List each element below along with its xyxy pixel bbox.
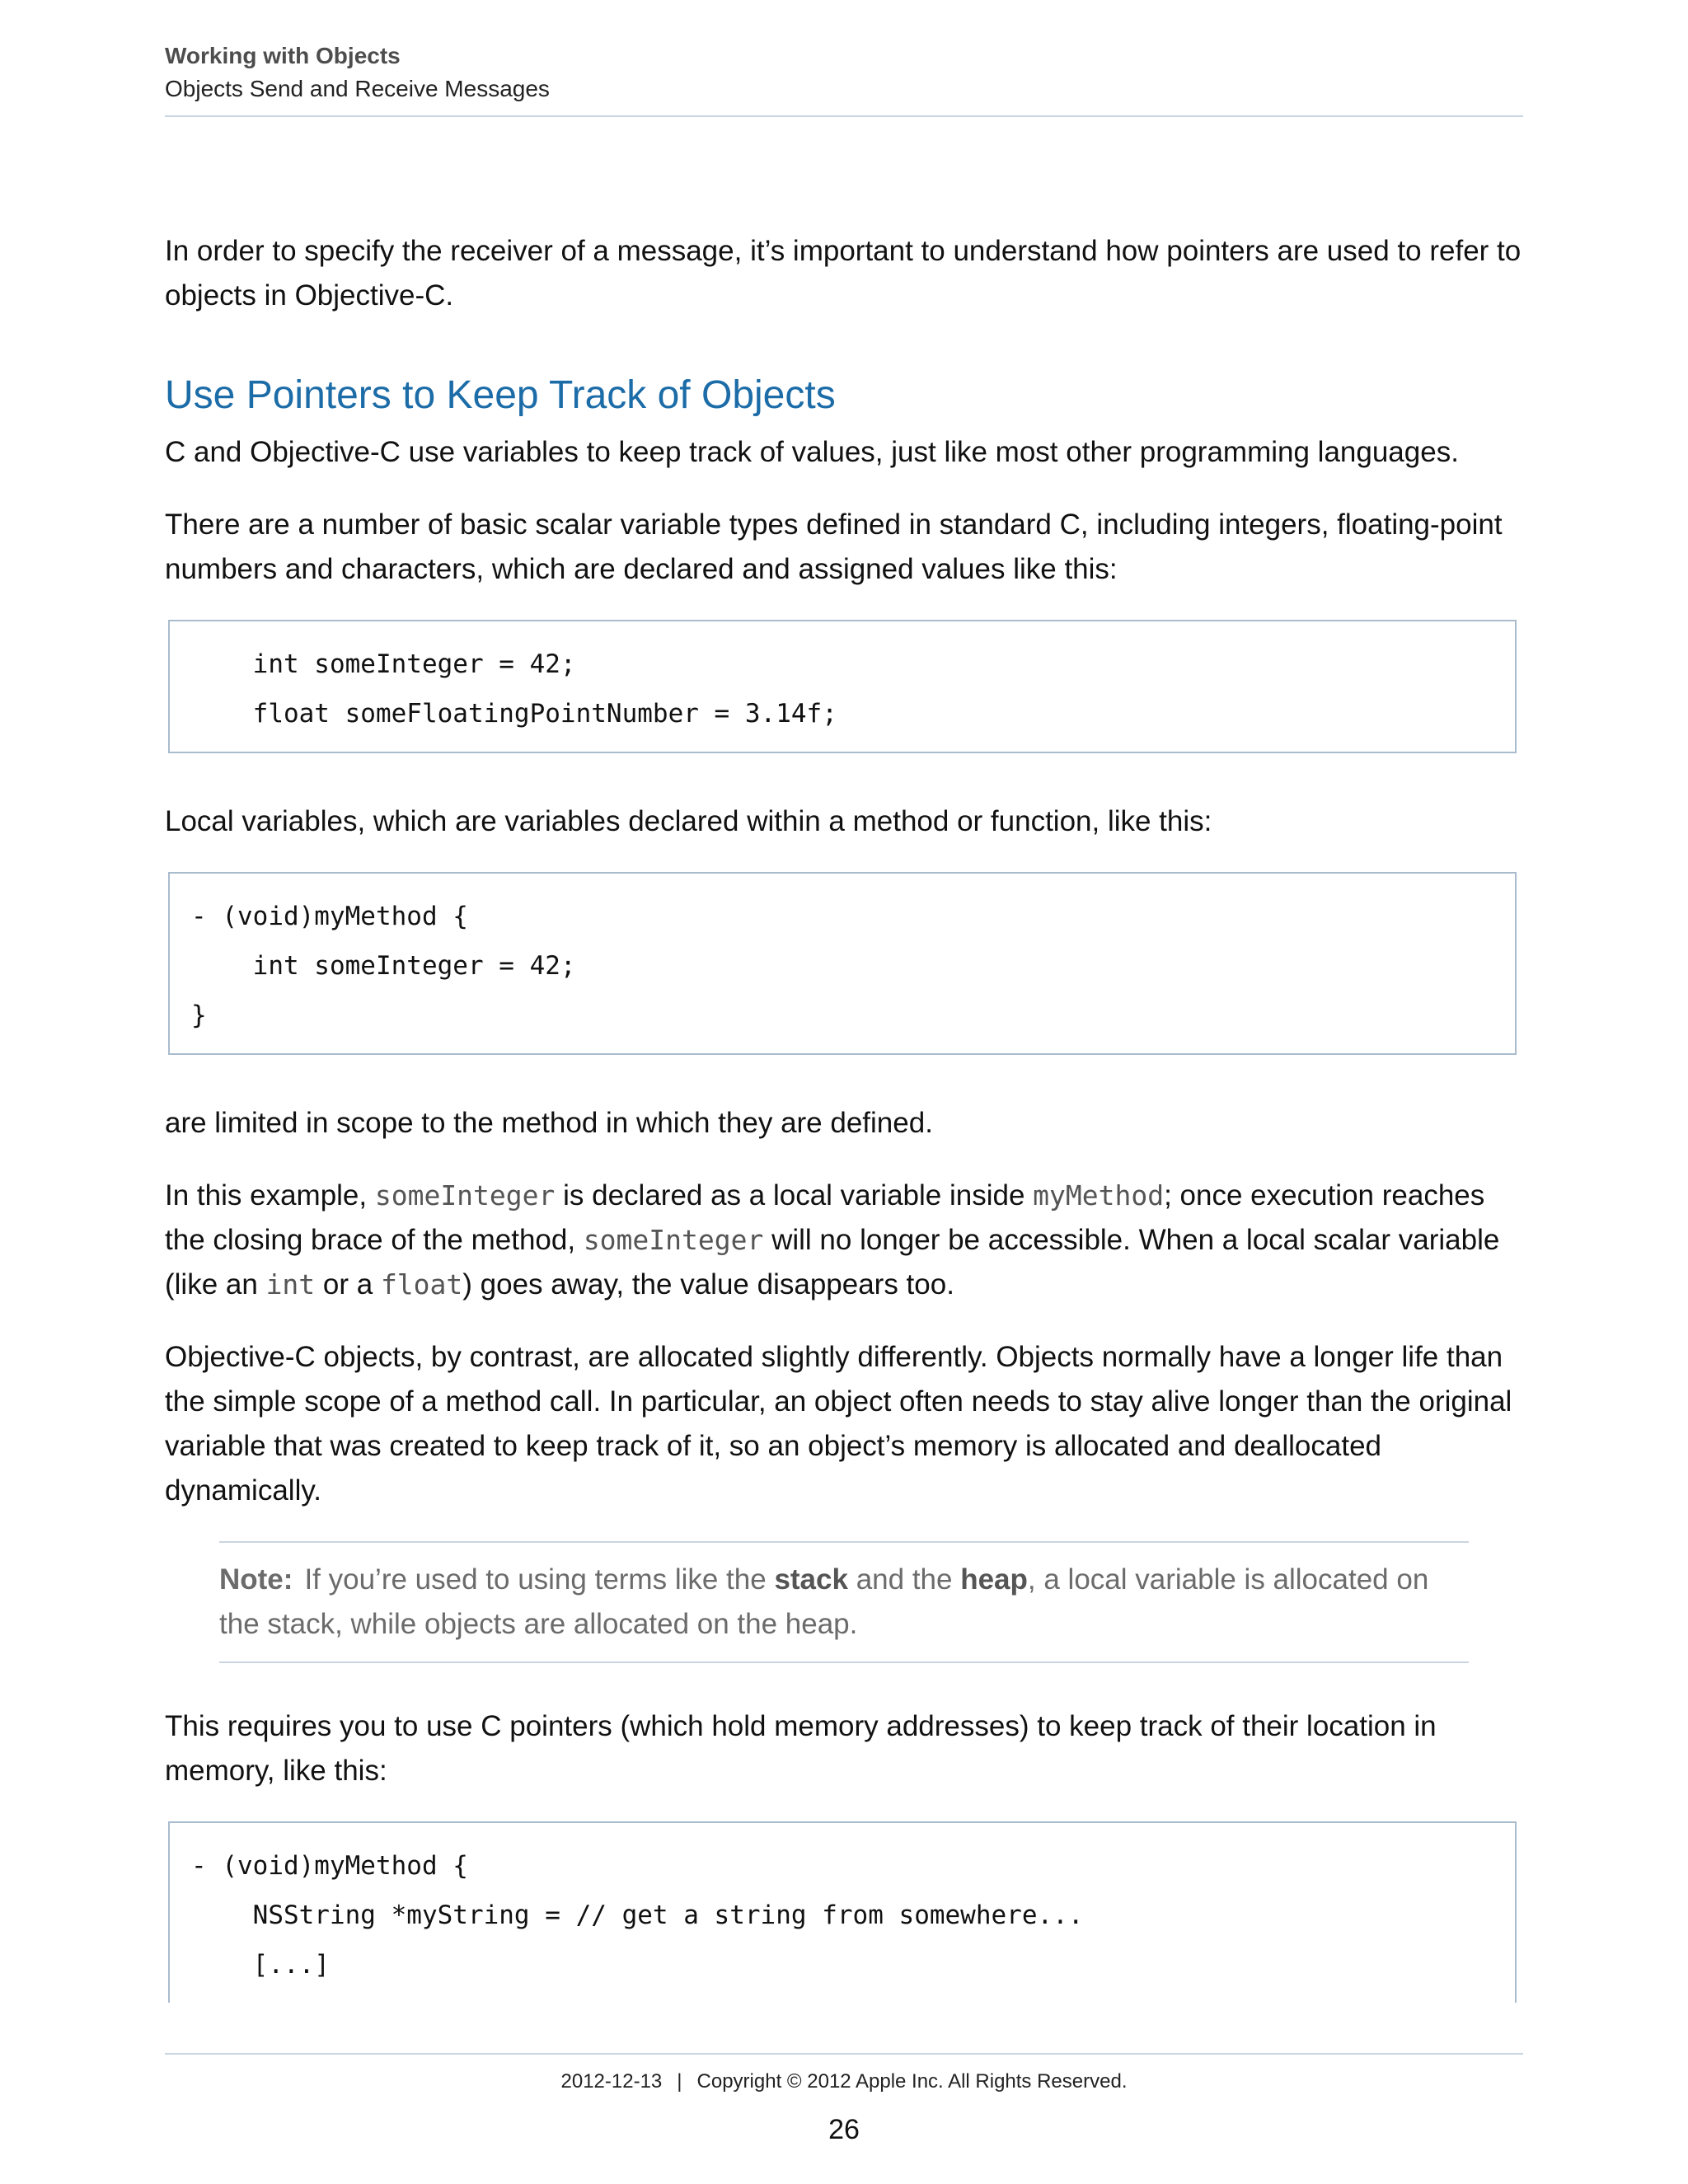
bold-term: heap xyxy=(960,1563,1028,1596)
text-run: and the xyxy=(847,1563,961,1596)
section-title: Objects Send and Receive Messages xyxy=(165,76,550,101)
page-footer xyxy=(165,2053,1523,2146)
note-box xyxy=(219,1541,1469,1663)
inline-code: someInteger xyxy=(374,1179,556,1212)
code-listing-local-method xyxy=(168,872,1517,1055)
paragraph-example xyxy=(165,1174,1523,1307)
section-heading: Use Pointers to Keep Track of Objects xyxy=(165,373,836,417)
running-header xyxy=(165,40,1523,117)
code-line: int someInteger = 42; xyxy=(191,951,576,981)
code-line: NSString *myString = // get a string from somewhere... xyxy=(191,1900,1084,1930)
text-run: , a local variable is allocated on the stack, while objects are allocated on the heap. xyxy=(219,1563,1429,1640)
footer-line xyxy=(165,2066,1523,2097)
code-listing-pointer xyxy=(168,1821,1517,2003)
code-line: - (void)myMethod { xyxy=(191,1851,468,1881)
bold-term: stack xyxy=(774,1563,848,1596)
inline-code: int xyxy=(265,1268,316,1301)
code-line: } xyxy=(191,1001,207,1030)
paragraph-variables: C and Objective-C use variables to keep track of values, just like most other programming languages. xyxy=(165,436,1459,468)
text-run: If you’re used to using terms like the xyxy=(304,1563,775,1596)
intro-paragraph: In order to specify the receiver of a message, it’s important to understand how pointers are used to refer to objects in Objective-C. xyxy=(165,235,1522,312)
page-number: 26 xyxy=(828,2114,860,2145)
code-line: int someInteger = 42; xyxy=(191,649,576,679)
inline-code: myMethod xyxy=(1033,1179,1165,1212)
text-run: ; once execution reaches the closing brace of the method, xyxy=(165,1179,1485,1256)
text-run: is declared as a local variable inside xyxy=(555,1179,1034,1212)
text-run: In this example, xyxy=(165,1179,375,1212)
paragraph-pointers: This requires you to use C pointers (which hold memory addresses) to keep track of their location in memory, like this: xyxy=(165,1710,1437,1787)
text-run: or a xyxy=(315,1268,381,1301)
note-label: Note: xyxy=(219,1563,293,1596)
footer-date: 2012-12-13 xyxy=(560,2070,663,2093)
paragraph-scalar-types: There are a number of basic scalar variable types defined in standard C, including integers, floating-point numbers and characters, which are declared and assigned values like this: xyxy=(165,509,1503,585)
code-line: [...] xyxy=(191,1950,330,1980)
main-content xyxy=(165,229,1523,2003)
chapter-title: Working with Objects xyxy=(165,43,401,68)
footer-copyright: Copyright © 2012 Apple Inc. All Rights Reserved. xyxy=(696,2070,1128,2093)
paragraph-scope: are limited in scope to the method in which they are defined. xyxy=(165,1107,933,1139)
text-run: ) goes away, the value disappears too. xyxy=(462,1268,954,1301)
inline-code: float xyxy=(380,1268,463,1301)
paragraph-local-variables: Local variables, which are variables declared within a method or function, like this: xyxy=(165,805,1212,837)
code-line: float someFloatingPointNumber = 3.14f; xyxy=(191,699,837,729)
paragraph-objects-allocation: Objective-C objects, by contrast, are allocated slightly differently. Objects normally have a longer life than the simple scope of a method call. In particular, an object often needs to stay alive longer than the original variable that was created to keep track of it, so an object’s memory is allocated and deallocated dynamically. xyxy=(165,1341,1512,1507)
text-run: will no longer be accessible. When a local scalar variable (like an xyxy=(165,1224,1500,1301)
code-listing-scalars xyxy=(168,620,1517,753)
inline-code: someInteger xyxy=(583,1224,764,1256)
code-line: - (void)myMethod { xyxy=(191,902,468,931)
note-text xyxy=(219,1558,1469,1647)
footer-separator: | xyxy=(677,2070,682,2093)
